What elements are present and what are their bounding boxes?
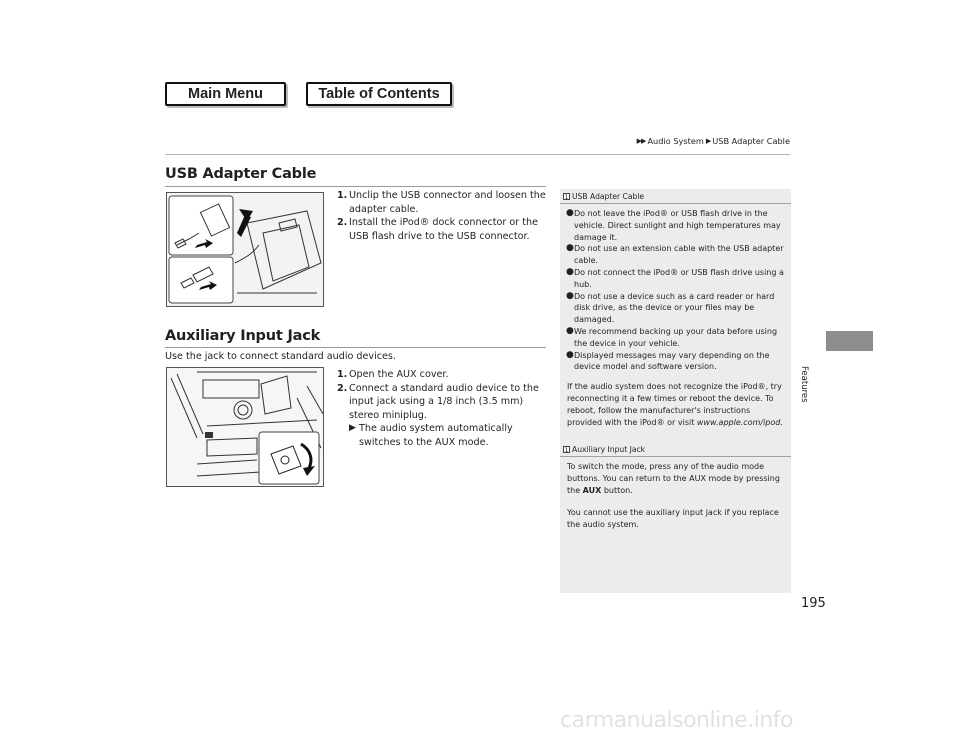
step-number: 2.: [337, 217, 348, 228]
bullet-icon: ●: [566, 266, 574, 277]
breadcrumb: [637, 136, 790, 146]
list-item: ● Do not connect the iPod® or USB flash drive using a hub.: [566, 266, 784, 289]
aux-substep: [349, 422, 547, 449]
usb-note-title: USB Adapter Cable: [572, 192, 645, 201]
substep-text: The audio system automatically switches to the AUX mode.: [359, 423, 513, 448]
list-item: ● Do not leave the iPod® or USB flash drive in the vehicle. Direct sunlight and high temperatures may damage it.: [566, 208, 781, 242]
page-number: 195: [801, 596, 826, 611]
bullet-icon: ●: [566, 243, 574, 254]
section-divider: [165, 186, 546, 187]
step-text: Open the AUX cover.: [349, 369, 449, 380]
chapter-tab[interactable]: [826, 331, 873, 351]
step-text: Connect a standard audio device to the input jack using a 1/8 inch (3.5 mm) stereo miniplug.: [349, 382, 539, 421]
step-number: 1.: [337, 190, 348, 201]
list-item: ● We recommend backing up your data before using the device in your vehicle.: [566, 325, 778, 348]
apple-url: www.apple.com/ipod: [696, 417, 781, 427]
bullet-icon: ●: [566, 290, 574, 301]
aux-note-paragraph-1: To switch the mode, press any of the audio mode buttons. You can return to the AUX mode by pressing the AUX button.: [567, 462, 780, 495]
chapter-tab-label: Features: [799, 366, 809, 403]
notes-sidebar: [560, 189, 791, 593]
watermark: carmanualsonline.info: [560, 708, 793, 733]
step-number: 2.: [337, 382, 348, 394]
bullet-icon: ●: [566, 208, 574, 218]
aux-button-name: AUX: [582, 485, 602, 495]
aux-step-1: [337, 368, 547, 382]
note-divider: [560, 456, 791, 457]
header-divider: [165, 154, 790, 155]
usb-connector-illustration: [166, 192, 324, 307]
aux-steps: [337, 368, 547, 449]
aux-note-paragraph-2: You cannot use the auxiliary input jack if you replace the audio system.: [567, 507, 779, 529]
breadcrumb-usb-adapter-cable: USB Adapter Cable: [712, 136, 790, 146]
note-marker-icon: 1: [564, 194, 569, 201]
usb-note-bullets: [560, 208, 791, 373]
usb-step-2: [337, 216, 547, 243]
main-menu-button[interactable]: Main Menu: [165, 82, 286, 106]
step-text: Unclip the USB connector and loosen the adapter cable.: [349, 190, 546, 215]
result-arrow-icon: ▶: [349, 423, 356, 433]
usb-step-1: [337, 189, 547, 216]
aux-step-2: [337, 382, 547, 423]
usb-steps: [337, 189, 547, 243]
list-item: ● Do not use an extension cable with the USB adapter cable.: [566, 243, 784, 266]
section-divider: [165, 347, 546, 348]
step-text: Install the iPod® dock connector or the USB flash drive to the USB connector.: [349, 217, 538, 242]
usb-adapter-cable-heading: USB Adapter Cable: [165, 166, 317, 182]
aux-note-title: Auxiliary Input Jack: [572, 445, 646, 455]
list-item: ● Do not use a device such as a card reader or hard disk drive, as the device or your files may be damaged.: [566, 290, 775, 325]
bullet-icon: ●: [566, 325, 574, 336]
aux-note-heading: [560, 442, 791, 454]
list-item: ● Displayed messages may vary depending on the device model and software version.: [566, 349, 770, 372]
bullet-icon: ●: [566, 349, 574, 360]
note-divider: [560, 203, 791, 204]
table-of-contents-button[interactable]: Table of Contents: [306, 82, 452, 106]
auxiliary-input-jack-heading: Auxiliary Input Jack: [165, 328, 321, 344]
breadcrumb-arrow-icon: ▶: [705, 137, 711, 145]
usb-note-paragraph: If the audio system does not recognize the iPod®, try reconnecting it a few times or reboot the device. To reboot, follow the manufacturer's instructions provided with the iPod® or visit www.apple.com/ipod.: [567, 382, 783, 427]
step-number: 1.: [337, 369, 348, 380]
breadcrumb-arrow-icon: ▶▶: [636, 137, 646, 145]
aux-jack-illustration: [166, 367, 324, 487]
usb-note-heading: [560, 189, 791, 201]
aux-intro-text: Use the jack to connect standard audio devices.: [165, 351, 396, 362]
breadcrumb-audio-system[interactable]: Audio System: [647, 136, 704, 146]
note-marker-icon: 1: [564, 447, 569, 455]
